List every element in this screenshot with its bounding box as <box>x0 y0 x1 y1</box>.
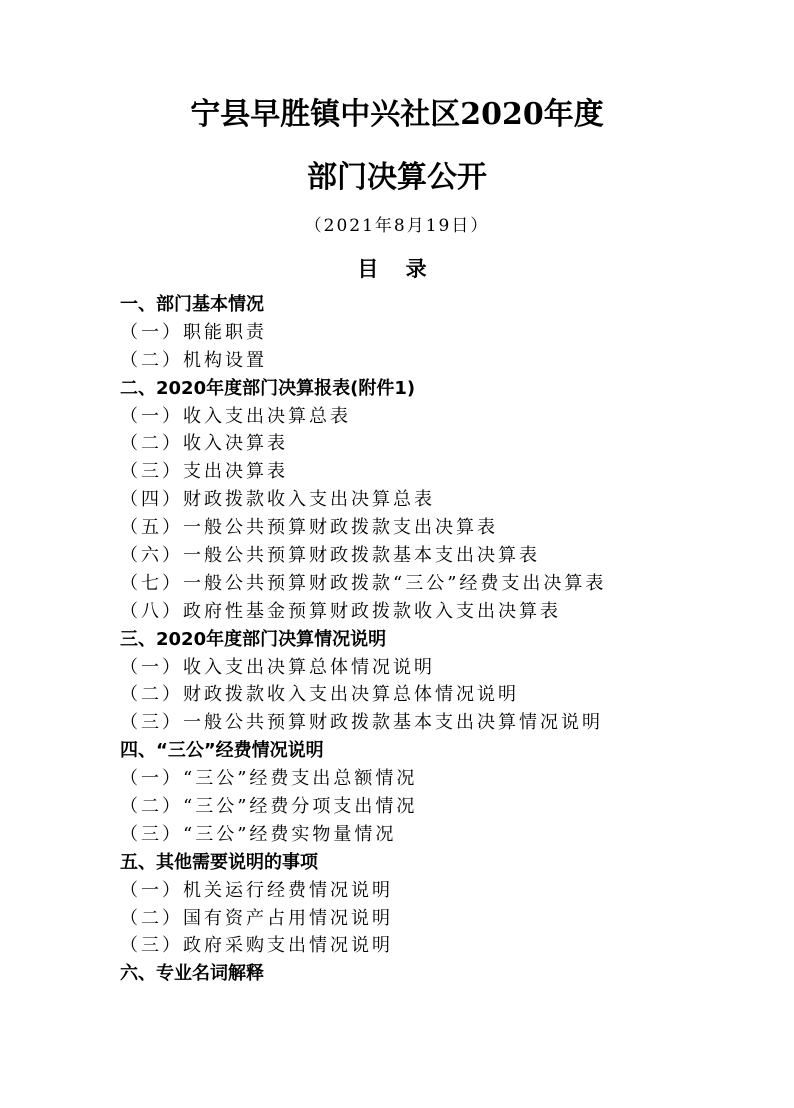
toc-item: （三）“三公”经费实物量情况 <box>120 823 397 845</box>
toc-heading: 目 录 <box>357 256 437 281</box>
toc-item: （五）一般公共预算财政拨款支出决算表 <box>120 517 498 539</box>
document-title-line2: 部门决算公开 <box>307 160 487 195</box>
toc-item: （四）财政拨款收入支出决算总表 <box>120 489 435 511</box>
toc-item: （一）收入支出决算总表 <box>120 405 351 427</box>
toc-section-heading: 五、其他需要说明的事项 <box>120 851 318 873</box>
toc-item: （八）政府性基金预算财政拨款收入支出决算表 <box>120 600 561 622</box>
toc-section-heading: 四、“三公”经费情况说明 <box>120 740 324 762</box>
toc-item: （二）国有资产占用情况说明 <box>120 907 393 929</box>
document-title-line1: 宁县早胜镇中兴社区2020年度 <box>190 97 604 132</box>
toc-item: （一）收入支出决算总体情况说明 <box>120 656 435 678</box>
toc-section-heading: 二、2020年度部门决算报表(附件1) <box>120 377 416 399</box>
toc-item: （一）“三公”经费支出总额情况 <box>120 768 418 790</box>
toc-item: （二）“三公”经费分项支出情况 <box>120 796 418 818</box>
toc-item: （三）支出决算表 <box>120 461 288 483</box>
document-date: （2021年8月19日） <box>304 216 490 236</box>
toc-item: （一）职能职责 <box>120 321 267 343</box>
toc-item: （七）一般公共预算财政拨款“三公”经费支出决算表 <box>120 572 607 594</box>
toc-item: （六）一般公共预算财政拨款基本支出决算表 <box>120 545 540 567</box>
toc-section-heading: 三、2020年度部门决算情况说明 <box>120 628 387 650</box>
toc-item: （二）财政拨款收入支出决算总体情况说明 <box>120 684 519 706</box>
toc-item: （二）机构设置 <box>120 349 267 371</box>
toc-item: （三）一般公共预算财政拨款基本支出决算情况说明 <box>120 712 603 734</box>
toc-section-heading: 六、专业名词解释 <box>120 963 264 985</box>
toc-item: （二）收入决算表 <box>120 433 288 455</box>
table-of-contents <box>120 291 760 988</box>
toc-item: （一）机关运行经费情况说明 <box>120 879 393 901</box>
toc-section-heading: 一、部门基本情况 <box>120 294 264 315</box>
toc-item: （三）政府采购支出情况说明 <box>120 935 393 957</box>
